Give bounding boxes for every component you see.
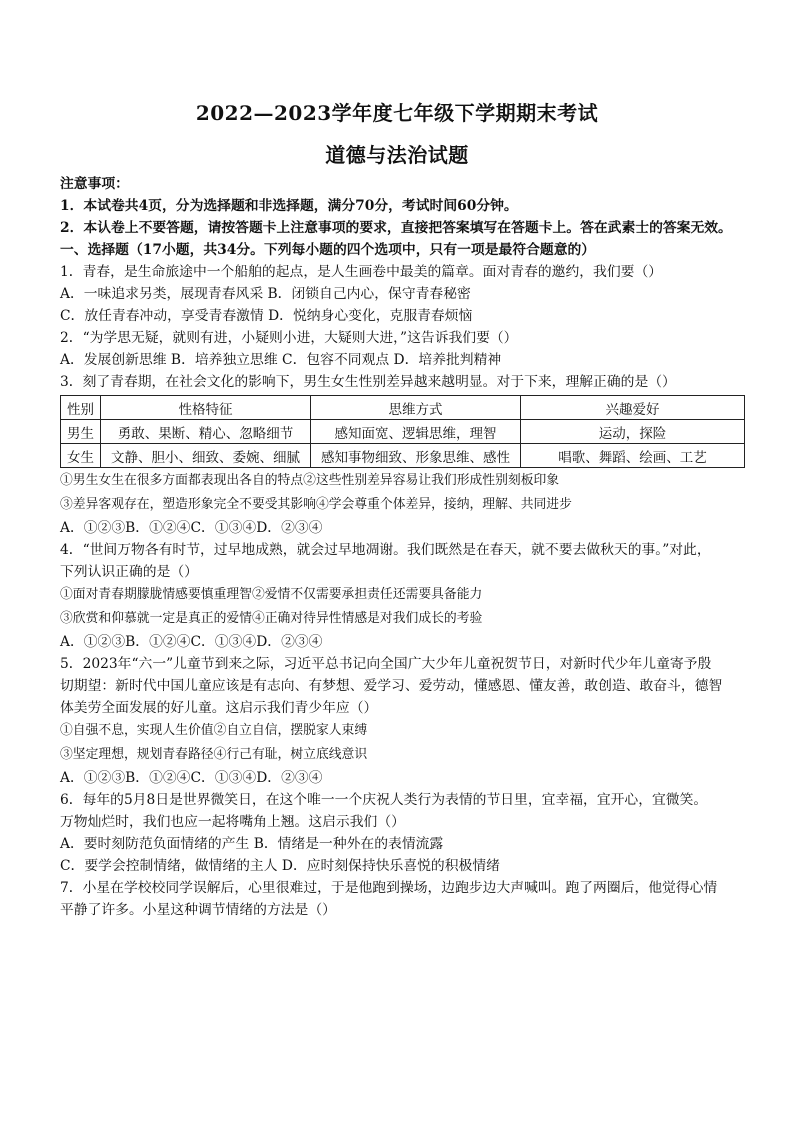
notes-item-1: 1．本试卷共4页，分为选择题和非选择题，满分70分，考试时间60分钟。	[60, 198, 518, 214]
q4-statements-12: ①面对青春期朦胧情感要慎重理智②爱情不仅需要承担责任还需要具备能力	[60, 587, 483, 602]
q5-stem-line-3: 体美劳全面发展的好儿童。这启示我们青少年应（）	[60, 700, 378, 716]
q7-stem-line-1: 7．小星在学校校同学误解后，心里很难过，于是他跑到操场，边跑步边大声喊叫。跑了两圈后，他觉得心情	[60, 880, 718, 896]
table-cell: 运动，探险	[521, 420, 745, 444]
notes-heading: 注意事项：	[60, 176, 129, 192]
table-cell: 勇敢、果断、精心、忽略细节	[101, 420, 311, 444]
exam-content	[60, 173, 745, 921]
q5-options: A．①②③B．①②④C．①③④D．②③④	[60, 770, 323, 786]
q1-options-cd: C．放任青春冲动，享受青春激情 D．悦纳身心变化，克服青春烦恼	[60, 308, 473, 324]
section-1-heading: 一、选择题（17小题，共34分。下列每小题的四个选项中，只有一项是最符合题意的）	[60, 242, 596, 258]
q4-options: A．①②③B．①②④C．①③④D．②③④	[60, 634, 323, 650]
q2-options: A．发展创新思维 B．培养独立思维 C．包容不同观点 D．培养批判精神	[60, 352, 502, 368]
q4-stem-line-1: 4．“世间万物各有时节，过早地成熟，就会过早地凋谢。我们既然是在春天，就不要去做秋天的事。”对此，	[60, 542, 711, 558]
q5-stem-line-1: 5．2023年“六一”儿童节到来之际，习近平总书记向全国广大少年儿童祝贺节日，对新时代少年儿童寄予殷	[60, 656, 712, 672]
notes-item-2: 2．本认卷上不要答题，请按答题卡上注意事项的要求，直接把答案填写在答题卡上。答在武素士的答案无效。	[60, 220, 732, 236]
q3-options: A．①②③B．①②④C．①③④D．②③④	[60, 520, 323, 536]
q5-statements-12: ①自强不息，实现人生价值②自立自信，摆脱家人束缚	[60, 723, 368, 738]
q6-stem-line-2: 万物灿烂时，我们也应一起将嘴角上翘。这启示我们（）	[60, 814, 405, 830]
table-cell: 女生	[61, 444, 101, 468]
exam-subtitle: 道德与法治试题	[325, 143, 469, 167]
q5-stem-line-2: 切期望：新时代中国儿童应该是有志向、有梦想、爱学习、爱劳动，懂感恩、懂友善，敢创造、敢奋斗，德智	[60, 678, 723, 694]
table-cell: 男生	[61, 420, 101, 444]
q3-table	[60, 395, 745, 468]
table-cell: 感知事物细致、形象思维、感性	[311, 444, 521, 468]
table-cell: 唱歌、舞蹈、绘画、工艺	[521, 444, 745, 468]
table-cell: 感知面宽、逻辑思维，理智	[311, 420, 521, 444]
q4-statements-34: ③欣赏和仰慕就一定是真正的爱情④正确对待异性情感是对我们成长的考验	[60, 611, 483, 626]
table-header-cell: 性格特征	[101, 396, 311, 420]
table-row	[61, 420, 745, 444]
q4-stem-line-2: 下列认识正确的是（）	[60, 564, 198, 580]
q3-statements-12: ①男生女生在很多方面都表现出各自的特点②这些性别差异容易让我们形成性别刻板印象	[60, 473, 560, 488]
q1-stem: 1．青春，是生命旅途中一个船舶的起点，是人生画卷中最美的篇章。面对青春的邀约，我们要（）	[60, 264, 663, 280]
q5-statements-34: ③坚定理想，规划青春路径④行己有耻，树立底线意识	[60, 747, 368, 762]
table-header-cell: 思维方式	[311, 396, 521, 420]
exam-title: 2022—2023学年度七年级下学期期末考试	[195, 101, 599, 125]
table-cell: 文静、胆小、细致、委婉、细腻	[101, 444, 311, 468]
q6-options-cd: C．要学会控制情绪，做情绪的主人 D．应时刻保持快乐喜悦的积极情绪	[60, 858, 500, 874]
table-header-row	[61, 396, 745, 420]
table-row	[61, 444, 745, 468]
q6-stem-line-1: 6．每年的5月8日是世界微笑日，在这个唯一一个庆祝人类行为表情的节日里，宜幸福，宜开心，宜微笑。	[60, 792, 708, 808]
q6-options-ab: A．要时刻防范负面情绪的产生 B．情绪是一种外在的表情流露	[60, 836, 444, 852]
q3-stem: 3．刻了青春期，在社会文化的影响下，男生女生性别差异越来越明显。对于下来，理解正确的是（）	[60, 374, 676, 390]
q2-stem: 2．“为学思无疑，就则有进，小疑则小进，大疑则大进，”这告诉我们要（）	[60, 330, 518, 346]
q7-stem-line-2: 平静了许多。小星这种调节情绪的方法是（）	[60, 902, 336, 918]
q3-statements-34: ③差异客观存在，塑造形象完全不要受其影响④学会尊重个体差异，接纳，理解、共同进步	[60, 497, 572, 512]
q1-options-ab: A．一味追求另类，展现青春风采 B．闭锁自己内心，保守青春秘密	[60, 286, 471, 302]
table-header-cell: 性别	[61, 396, 101, 420]
table-header-cell: 兴趣爱好	[521, 396, 745, 420]
